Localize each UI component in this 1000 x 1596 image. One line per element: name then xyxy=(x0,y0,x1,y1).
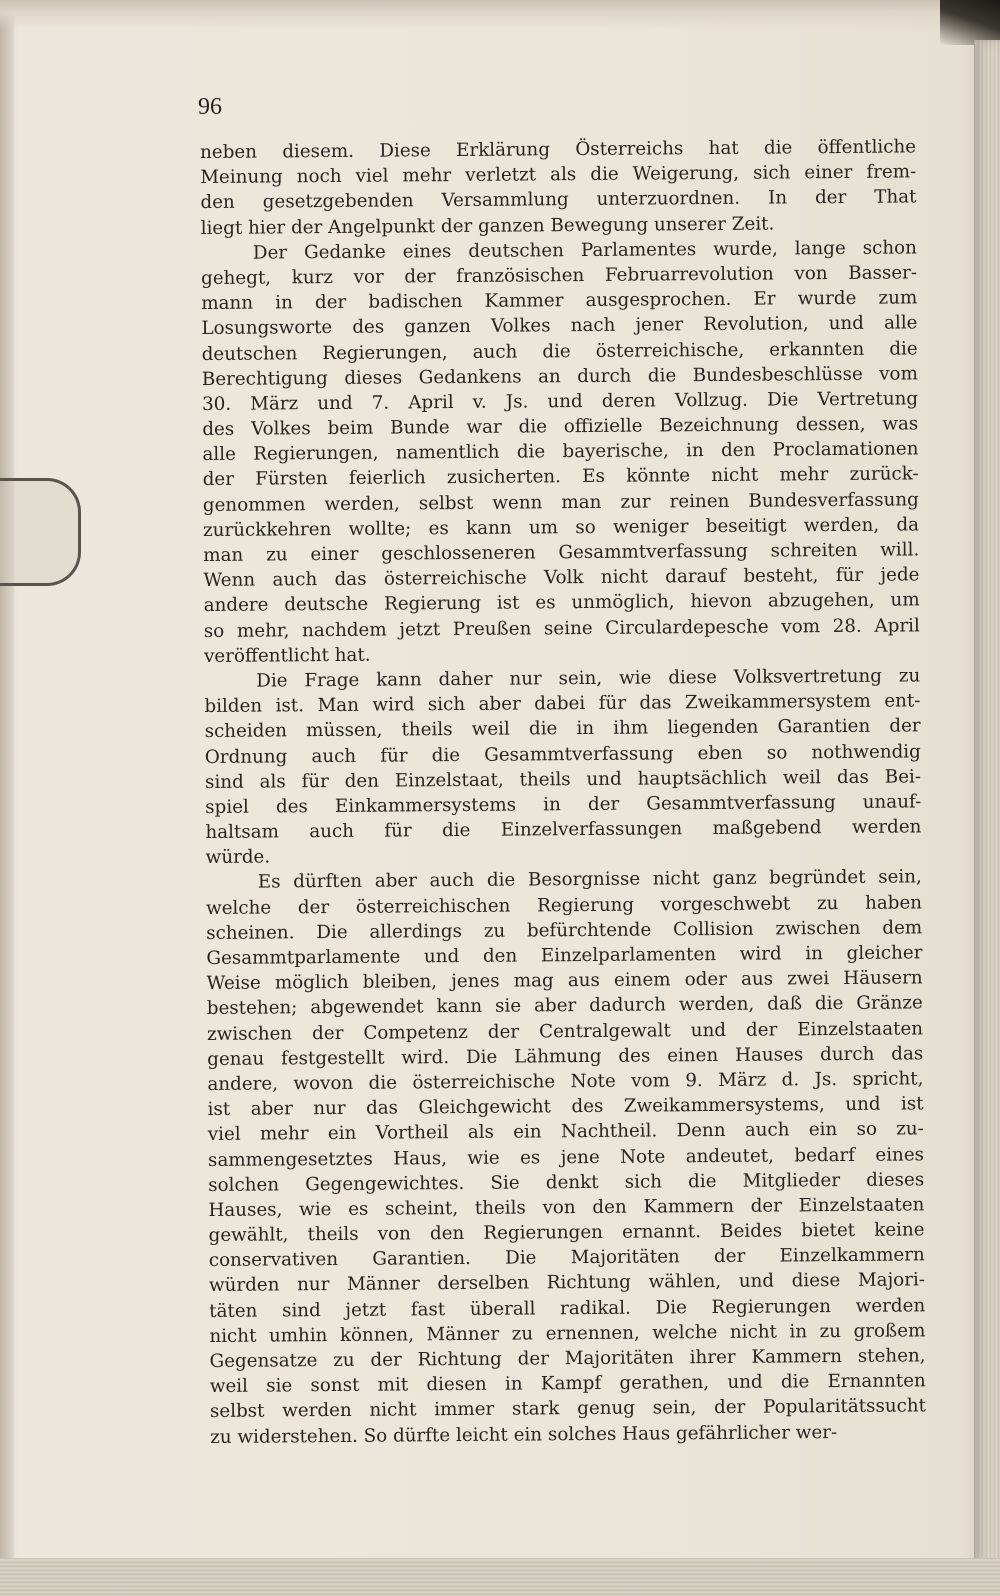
text-line: sind als für den Einzelstaat, theils und hauptsächlich weil das Bei- xyxy=(204,766,922,793)
text-line: Ordnung auch für die Gesammtverfassung eben so nothwendig xyxy=(204,740,921,768)
text-line: andere deutsche Regierung ist es unmöglich, hievon abzugehen, um xyxy=(203,589,920,617)
page-number: 96 xyxy=(198,94,222,120)
paragraph xyxy=(206,865,927,1450)
text-line: Weise möglich bleiben, jenes mag aus einem oder aus zwei Häusern xyxy=(206,967,923,995)
top-shadow xyxy=(0,0,1000,30)
text-line: mann in der badischen Kammer ausgesprochen. Er wurde zum xyxy=(201,287,918,315)
paragraph xyxy=(201,235,920,669)
page-edges-right xyxy=(974,40,1000,1596)
text-line: Gegensatze zu der Richtung der Majoritäten ihrer Kammern stehen, xyxy=(209,1345,926,1372)
text-line: genau festgestellt wird. Die Lähmung des einen Hauses durch das xyxy=(207,1043,924,1070)
text-line: Die Frage kann daher nur sein, wie diese Volksvertretung zu xyxy=(256,665,921,692)
text-line: solchen Gegengewichtes. Sie denkt sich die Mitglieder dieses xyxy=(208,1169,925,1196)
text-line: so mehr, nachdem jetzt Preußen seine Circulardepesche vom 28. April xyxy=(203,614,920,642)
text-line: deutschen Regierungen, auch die österreichische, erkannten die xyxy=(201,337,918,365)
text-line: conservativen Garantien. Die Majoritäten der Einzelkammern xyxy=(208,1244,925,1272)
text-line: zurückkehren wollte; es kann um so weniger beseitigt werden, da xyxy=(202,514,920,541)
text-line: 30. März und 7. April v. Js. und deren Vollzug. Die Vertretung xyxy=(201,388,919,415)
text-line: Wenn auch das österreichische Volk nicht darauf besteht, für jede xyxy=(203,564,920,592)
text-line: täten sind jetzt fast überall radikal. Die Regierungen werden xyxy=(209,1294,926,1322)
text-line: scheinen. Die allerdings zu befürchtende Collision zwischen dem xyxy=(206,917,923,944)
text-line: haltsam auch für die Einzelverfassungen maßgebend werden xyxy=(205,816,922,844)
text-line: den gesetzgebenden Versammlung unterzuordnen. In der That xyxy=(200,186,917,214)
text-line: Es dürften aber auch die Besorgnisse nicht ganz begründet sein, xyxy=(257,866,922,894)
text-line: bestehen; abgewendet kann sie aber dadurch werden, daß die Gränze xyxy=(206,992,923,1020)
text-line: Gesammtparlamente und den Einzelparlamenten wird in gleicher xyxy=(206,942,923,969)
text-line: alle Regierungen, namentlich die bayerische, in den Proclamationen xyxy=(202,438,919,466)
corner-shadow xyxy=(940,0,1000,45)
page-edges-bottom xyxy=(0,1558,1000,1596)
paragraph xyxy=(200,134,917,240)
text-line: veröffentlicht hat. xyxy=(203,644,371,667)
binding-edge xyxy=(0,0,14,1596)
text-line: Meinung noch viel mehr verletzt als die Weigerung, sich einer frem- xyxy=(200,161,917,189)
text-line: neben diesem. Diese Erklärung Österreichs hat die öffentliche xyxy=(200,136,917,163)
text-line: liegt hier der Angelpunkt der ganzen Bewegung unserer Zeit. xyxy=(200,213,775,239)
text-line: ist aber nur das Gleichgewicht des Zweikammersystems, und ist xyxy=(207,1093,924,1121)
paragraph xyxy=(204,663,922,870)
text-line: Der Gedanke eines deutschen Parlamentes wurde, lange schon xyxy=(252,237,917,264)
text-line: selbst werden nicht immer stark genug sein, der Popularitätssucht xyxy=(209,1395,927,1423)
text-line: würde. xyxy=(205,846,271,869)
text-line: bilden ist. Man wird sich aber dabei für das Zweikammersystem ent- xyxy=(204,690,921,718)
text-line: der Fürsten feierlich zusicherten. Es könnte nicht mehr zurück- xyxy=(202,463,919,491)
text-line: des Volkes beim Bunde war die offizielle Bezeichnung dessen, was xyxy=(202,413,919,441)
text-line: zu widerstehen. So dürfte leicht ein solches Haus gefährlicher wer- xyxy=(210,1421,838,1448)
text-line: Hauses, wie es scheint, theils von den Kammern der Einzelstaaten xyxy=(208,1194,925,1221)
text-line: gewählt, theils von den Regierungen ernannt. Beides bietet keine xyxy=(208,1219,925,1247)
text-line: genommen werden, selbst wenn man zur reinen Bundesverfassung xyxy=(202,488,919,516)
text-line: man zu einer geschlosseneren Gesammtverfassung schreiten will. xyxy=(203,539,920,566)
bookmark-ribbon xyxy=(0,478,81,586)
text-line: spiel des Einkammersystems in der Gesammtverfassung unauf- xyxy=(205,791,922,818)
text-line: gehegt, kurz vor der französischen Februarrevolution von Basser- xyxy=(201,262,918,289)
text-line: sammengesetztes Haus, wie es jene Note andeutet, bedarf eines xyxy=(207,1143,925,1171)
text-line: andere, wovon die österreichische Note vom 9. März d. Js. spricht, xyxy=(207,1068,924,1095)
text-line: scheiden müssen, theils weil die in ihm liegenden Garantien der xyxy=(204,715,921,743)
text-line: welche der österreichischen Regierung vorgeschwebt zu haben xyxy=(205,891,923,919)
text-line: würden nur Männer derselben Richtung wählen, und diese Majori- xyxy=(208,1269,926,1297)
text-line: weil sie sonst mit diesen in Kampf gerathen, und die Ernannten xyxy=(209,1370,926,1398)
text-line: Berechtigung dieses Gedankens an durch die Bundesbeschlüsse vom xyxy=(201,363,918,390)
text-line: viel mehr ein Vortheil als ein Nachtheil. Denn auch ein so zu- xyxy=(207,1118,924,1146)
text-line: nicht umhin können, Männer zu ernennen, welche nicht in zu großem xyxy=(209,1320,926,1347)
text-line: Losungsworte des ganzen Volkes nach jener Revolution, und alle xyxy=(201,312,918,340)
body-text xyxy=(200,134,926,1449)
text-line: zwischen der Competenz der Centralgewalt und der Einzelstaaten xyxy=(206,1017,924,1045)
